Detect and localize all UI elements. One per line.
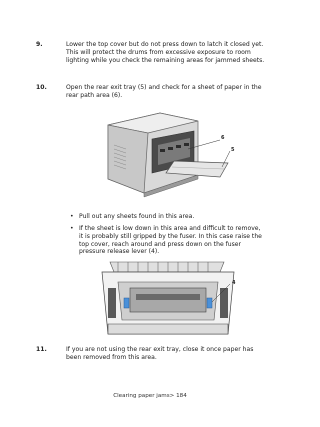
- callout-4: 4: [232, 280, 236, 286]
- bullet-item: [70, 225, 266, 256]
- fuser-area-illustration: [88, 258, 248, 338]
- step-text: Lower the top cover but do not press down to latch it closed yet. This will protect the drums from excessive exposure to room lighting while you check the remaining areas for jammed sheets.: [66, 41, 265, 64]
- bullet-dot: •: [70, 213, 74, 220]
- step-number: 9.: [36, 41, 43, 48]
- step-9: [36, 41, 266, 64]
- page-footer: Clearing paper jams> 184: [113, 393, 187, 399]
- step-10: [36, 84, 266, 100]
- bullet-text: Pull out any sheets found in this area.: [79, 213, 195, 220]
- step-11: [36, 346, 266, 362]
- callout-6: 6: [221, 135, 225, 141]
- step-number: 11.: [36, 346, 47, 353]
- step-text: If you are not using the rear exit tray, close it once paper has been removed from this area.: [66, 346, 254, 361]
- bullet-dot: •: [70, 225, 74, 232]
- printer-rear-illustration: [100, 105, 250, 205]
- step-number: 10.: [36, 84, 47, 91]
- step-text: Open the rear exit tray (5) and check for a sheet of paper in the rear path area (6).: [66, 84, 262, 99]
- bullet-text: If the sheet is low down in this area and difficult to remove, it is probably still gripped by the fuser. In this case raise the top cover, reach around and press down on the fuser pressure release lever (4).: [79, 225, 262, 256]
- bullet-item: [70, 213, 266, 221]
- callout-5: 5: [231, 147, 235, 153]
